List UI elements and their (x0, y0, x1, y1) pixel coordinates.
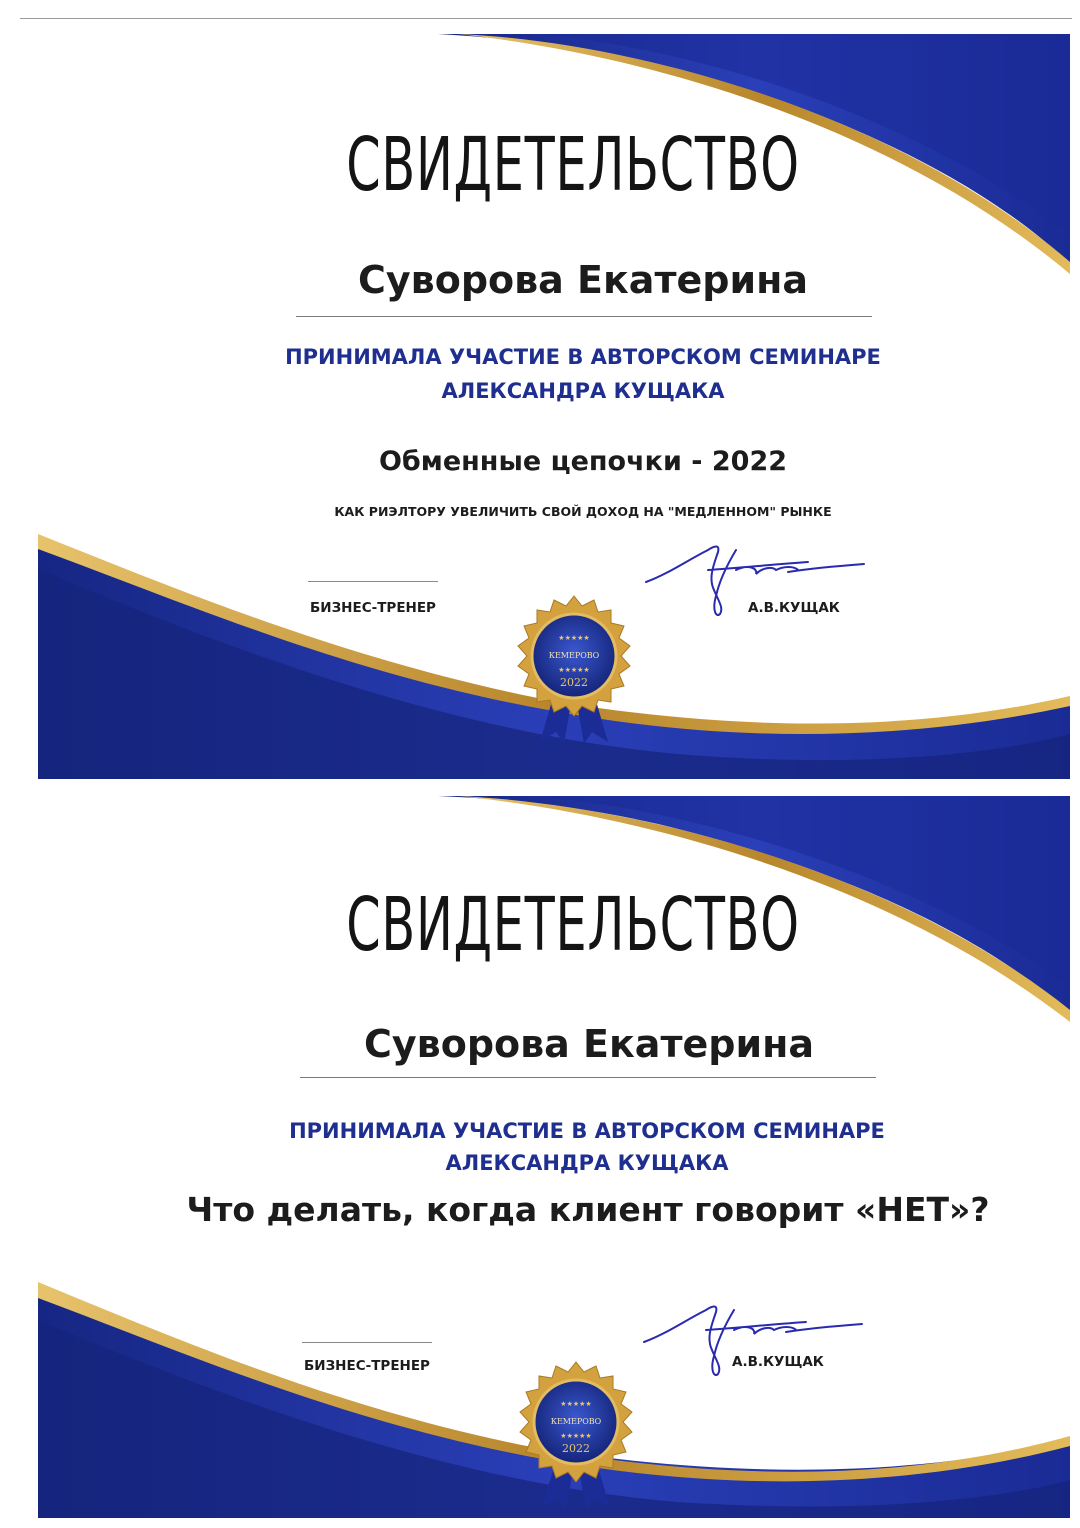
seal-year: 2022 (560, 676, 588, 689)
participation-line-2: АЛЕКСАНДРА КУЩАКА (445, 1151, 729, 1175)
seal-stars-top: ★★★★★ (558, 634, 590, 642)
signer-name: А.В.КУЩАК (748, 600, 840, 616)
seal-badge (512, 1360, 640, 1510)
trainer-signature-line (302, 1342, 432, 1343)
seal-badge (510, 594, 638, 744)
seal-year: 2022 (562, 1442, 590, 1455)
seal-city: КЕМЕРОВО (550, 1417, 602, 1426)
seminar-subtitle: КАК РИЭЛТОРУ УВЕЛИЧИТЬ СВОЙ ДОХОД НА "МЕДЛЕННОМ" РЫНКЕ (334, 504, 832, 519)
participation-line-2: АЛЕКСАНДРА КУЩАКА (441, 379, 725, 403)
trainer-signature-line (308, 581, 438, 582)
seal-city: КЕМЕРОВО (548, 651, 600, 660)
seal-stars-bottom: ★★★★★ (560, 1432, 592, 1440)
seal-stars-bottom: ★★★★★ (558, 666, 590, 674)
certificate-1 (38, 34, 1070, 779)
recipient-underline (296, 316, 872, 317)
participation-line-1: ПРИНИМАЛА УЧАСТИЕ В АВТОРСКОМ СЕМИНАРЕ (285, 345, 881, 369)
recipient-name: Суворова Екатерина (364, 1022, 814, 1066)
seminar-topic: Обменные цепочки - 2022 (378, 446, 788, 477)
scan-top-edge (20, 18, 1072, 19)
role-label: БИЗНЕС-ТРЕНЕР (310, 600, 436, 616)
participation-line-1: ПРИНИМАЛА УЧАСТИЕ В АВТОРСКОМ СЕМИНАРЕ (289, 1119, 885, 1143)
recipient-name: Суворова Екатерина (358, 258, 808, 302)
recipient-underline (300, 1077, 876, 1078)
seminar-topic: Что делать, когда клиент говорит «НЕТ»? (186, 1190, 990, 1229)
certificate-title: СВИДЕТЕЛЬСТВО (346, 122, 800, 208)
certificate-title: СВИДЕТЕЛЬСТВО (346, 882, 800, 968)
seal-stars-top: ★★★★★ (560, 1400, 592, 1408)
signer-name: А.В.КУЩАК (732, 1354, 824, 1370)
certificate-2 (38, 796, 1070, 1518)
role-label: БИЗНЕС-ТРЕНЕР (304, 1358, 430, 1374)
